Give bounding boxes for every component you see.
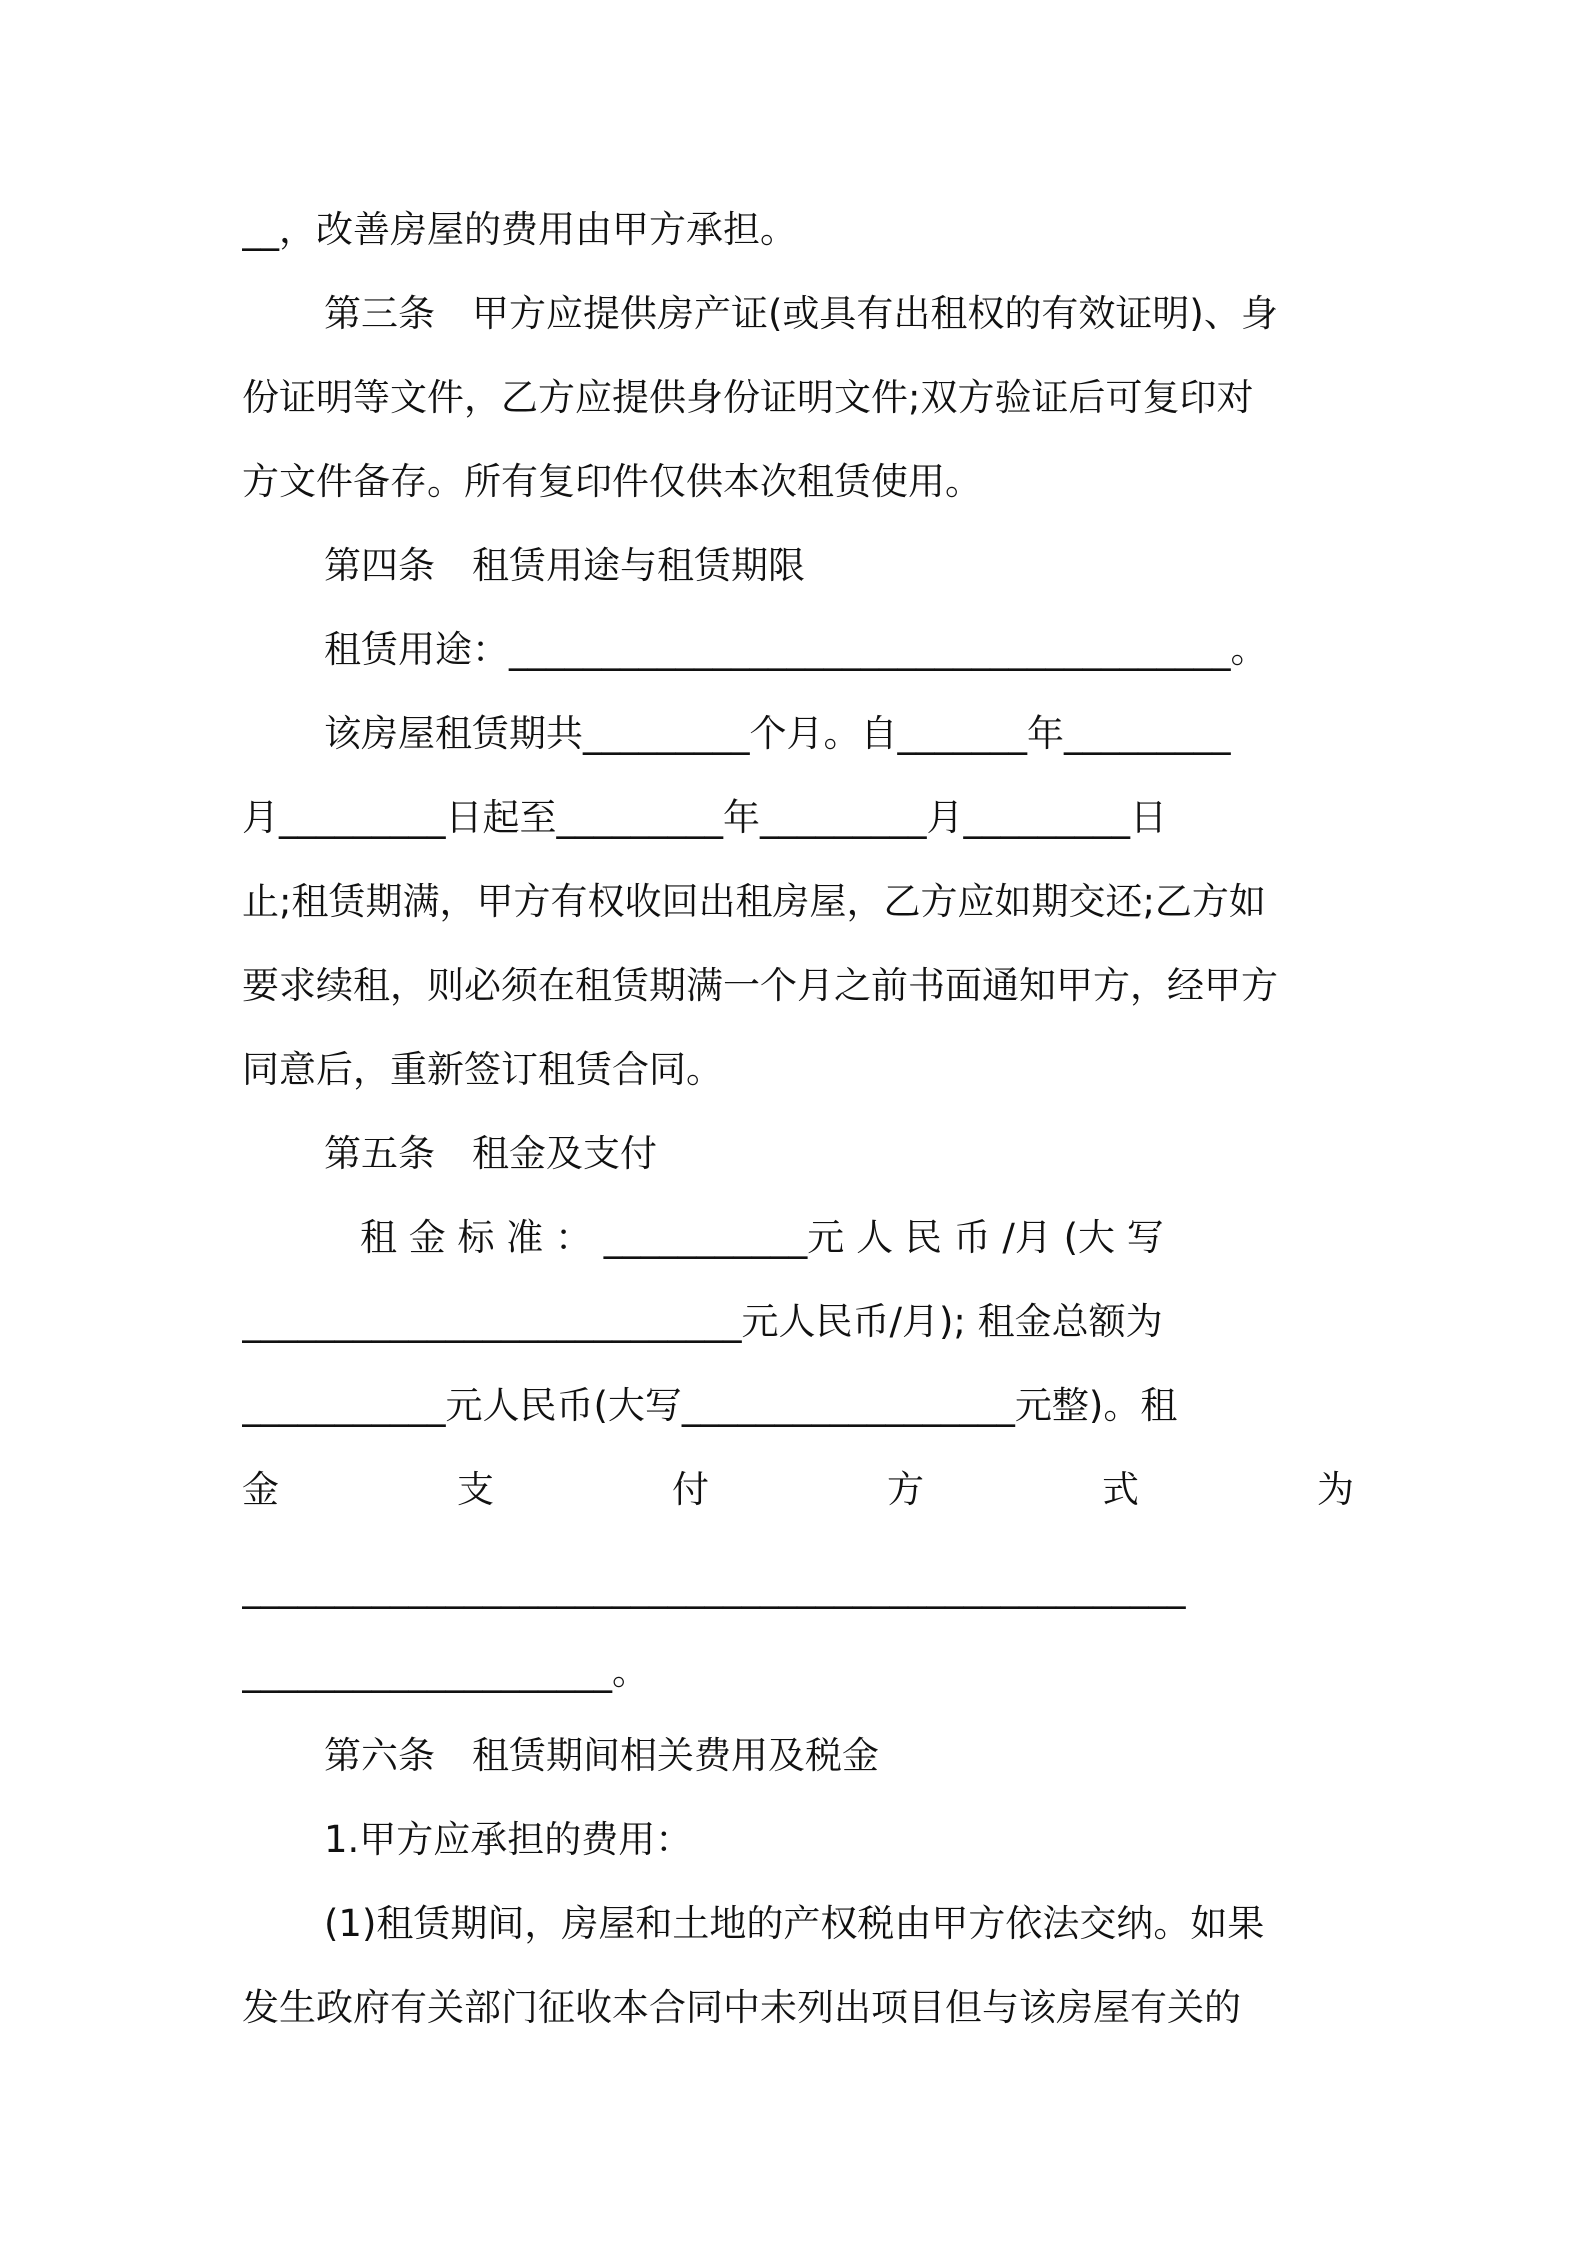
lease-term-line: 该房屋租赁期共_________个月。自_______年_________ bbox=[324, 712, 1231, 755]
rent-total-line: ___________元人民币(大写__________________元整)。租 bbox=[242, 1384, 1178, 1427]
rent-standard-line: 租 金 标 准 ： ___________元 人 民 币 /月 (大 写 bbox=[360, 1216, 1164, 1259]
char-fu: 付 bbox=[672, 1468, 709, 1511]
text-line-3: 份证明等文件，乙方应提供身份证明文件;双方验证后可复印对 bbox=[242, 376, 1254, 419]
article-3-heading-line: 第三条 甲方应提供房产证(或具有出租权的有效证明)、身 bbox=[324, 292, 1278, 335]
char-wei: 为 bbox=[1317, 1468, 1354, 1511]
clause-1-heading: 1.甲方应承担的费用： bbox=[324, 1818, 693, 1861]
lease-purpose-line: 租赁用途：_______________________________________。 bbox=[324, 628, 1268, 671]
text-line-10: 要求续租，则必须在租赁期满一个月之前书面通知甲方，经甲方 bbox=[242, 964, 1278, 1007]
article-4-heading: 第四条 租赁用途与租赁期限 bbox=[324, 544, 805, 587]
article-6-heading: 第六条 租赁期间相关费用及税金 bbox=[324, 1734, 879, 1777]
text-line-last: 发生政府有关部门征收本合同中未列出项目但与该房屋有关的 bbox=[242, 1986, 1241, 2029]
rent-words-line: ___________________________元人民币/月); 租金总额为 bbox=[242, 1300, 1163, 1343]
clause-1-1-line: (1)租赁期间，房屋和土地的产权税由甲方依法交纳。如果 bbox=[324, 1902, 1265, 1945]
char-shi: 式 bbox=[1102, 1468, 1139, 1511]
text-line-4: 方文件备存。所有复印件仅供本次租赁使用。 bbox=[242, 460, 982, 503]
blank-line-long: ___________________________________________________ bbox=[242, 1566, 1186, 1609]
lease-dates-line: 月_________日起至_________年_________月_________日 bbox=[242, 796, 1167, 839]
text-line-11: 同意后，重新签订租赁合同。 bbox=[242, 1048, 723, 1091]
char-jin: 金 bbox=[242, 1468, 279, 1511]
blank-line-short: ____________________。 bbox=[242, 1650, 649, 1693]
text-line-1: __，改善房屋的费用由甲方承担。 bbox=[242, 208, 797, 251]
char-fang: 方 bbox=[887, 1468, 924, 1511]
text-line-9: 止;租赁期满，甲方有权收回出租房屋，乙方应如期交还;乙方如 bbox=[242, 880, 1266, 923]
char-zhi: 支 bbox=[457, 1468, 494, 1511]
article-5-heading: 第五条 租金及支付 bbox=[324, 1132, 657, 1175]
payment-method-line bbox=[242, 1464, 1354, 1516]
